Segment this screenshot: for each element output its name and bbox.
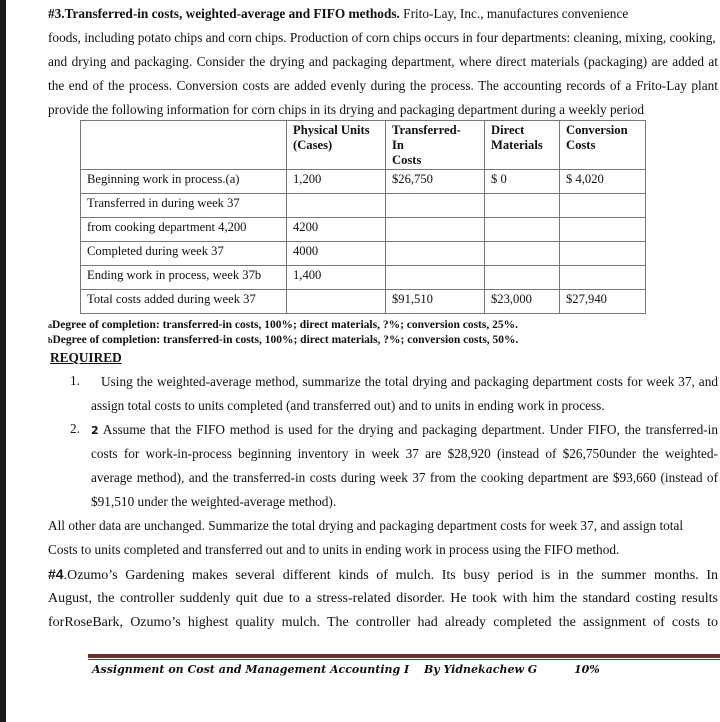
footer-rule-thick: [88, 654, 720, 658]
problem3-intro-line: foods, including potato chips and corn chips. Production of corn chips occurs in four departments: cleaning, mixing, cooking,: [48, 30, 716, 45]
required-item-2-line: 2 Assume that the FIFO method is used for the drying and packaging department. Under FIFO, the transferred-in: [91, 422, 718, 437]
cost-data-table: [80, 120, 646, 314]
footer-course: Assignment on Cost and Management Accounting I: [92, 663, 410, 676]
table-row: Ending work in process, week 37b 1,400: [81, 266, 646, 290]
required-item-1-line: assign total costs to units completed (and transferred out) and to units in ending work in process.: [91, 398, 605, 413]
closing-line: All other data are unchanged. Summarize the total drying and packaging department costs for week 37, and assign total: [48, 518, 684, 533]
footer-author: By Yidnekachew G: [424, 663, 538, 676]
problem4-line: August, the controller suddenly quit due to a stress-related disorder. He took with him the standard costing results: [48, 591, 718, 606]
problem4-line: #4.Ozumo’s Gardening makes several different kinds of mulch. Its busy period is in the summer months. In: [48, 566, 718, 583]
table-row: Beginning work in process.(a) 1,200 $26,750 $ 0 $ 4,020: [81, 170, 646, 194]
required-item-1-number: 1.: [70, 373, 80, 388]
problem4-line: forRoseBark, Ozumo’s highest quality mulch. The controller had already completed the assignment of costs to: [48, 615, 718, 630]
header-conversion-costs: Conversion Costs: [560, 121, 646, 170]
table-header-row: [81, 121, 646, 170]
footnote-b: bDegree of completion: transferred-in costs, 100%; direct materials, ?%; conversion costs, 50%.: [48, 334, 519, 346]
header-direct-materials: Direct Materials: [485, 121, 560, 170]
required-item-2-line: average method), and the transferred-in costs during week 37 from the cooking department are $93,660 (instead of: [91, 470, 718, 485]
required-item-2-line: $91,510 under the weighted-average method).: [91, 494, 337, 509]
table-row: from cooking department 4,200 4200: [81, 218, 646, 242]
header-transferred-in: Transferred- In Costs: [386, 121, 485, 170]
closing-line: Costs to units completed and transferred out and to units in ending work in process using the FIFO method.: [48, 542, 620, 557]
problem3-intro-line1: #3.Transferred-in costs, weighted-average and FIFO methods. Frito-Lay, Inc., manufactures convenience: [48, 6, 629, 21]
table-row: Total costs added during week 37 $91,510 $23,000 $27,940: [81, 290, 646, 314]
problem3-intro-line: and drying and packaging. Consider the drying and packaging department, where direct materials (packaging) are added at: [48, 54, 718, 69]
required-heading: REQUIRED: [50, 350, 122, 365]
table-row: Completed during week 37 4000: [81, 242, 646, 266]
footer-weight: 10%: [574, 663, 600, 676]
problem3-intro-line: provide the following information for corn chips in its drying and packaging department during a weekly period: [48, 102, 644, 117]
footnote-a: aDegree of completion: transferred-in costs, 100%; direct materials, ?%; conversion costs, 25%.: [48, 319, 518, 331]
required-item-1-line: Using the weighted-average method, summarize the total drying and packaging department costs for week 37, and: [101, 374, 718, 389]
footer-rule-thin: [88, 659, 720, 660]
header-label-col: [81, 121, 287, 170]
required-item-2-line: costs for work-in-process beginning inventory in week 37 are $28,920 (instead of $26,750under the weighted-: [91, 446, 718, 461]
table-row: Transferred in during week 37: [81, 194, 646, 218]
page-left-edge: [0, 0, 6, 722]
problem3-intro-line: the end of the process. Conversion costs are added evenly during the process. The accounting records of a Frito-Lay plant: [48, 78, 718, 93]
header-physical-units: Physical Units (Cases): [287, 121, 386, 170]
problem3-title: #3.Transferred-in costs, weighted-average and FIFO methods.: [48, 6, 400, 21]
problem4-title: #4: [48, 566, 64, 582]
required-item-2-number: 2.: [70, 421, 80, 436]
